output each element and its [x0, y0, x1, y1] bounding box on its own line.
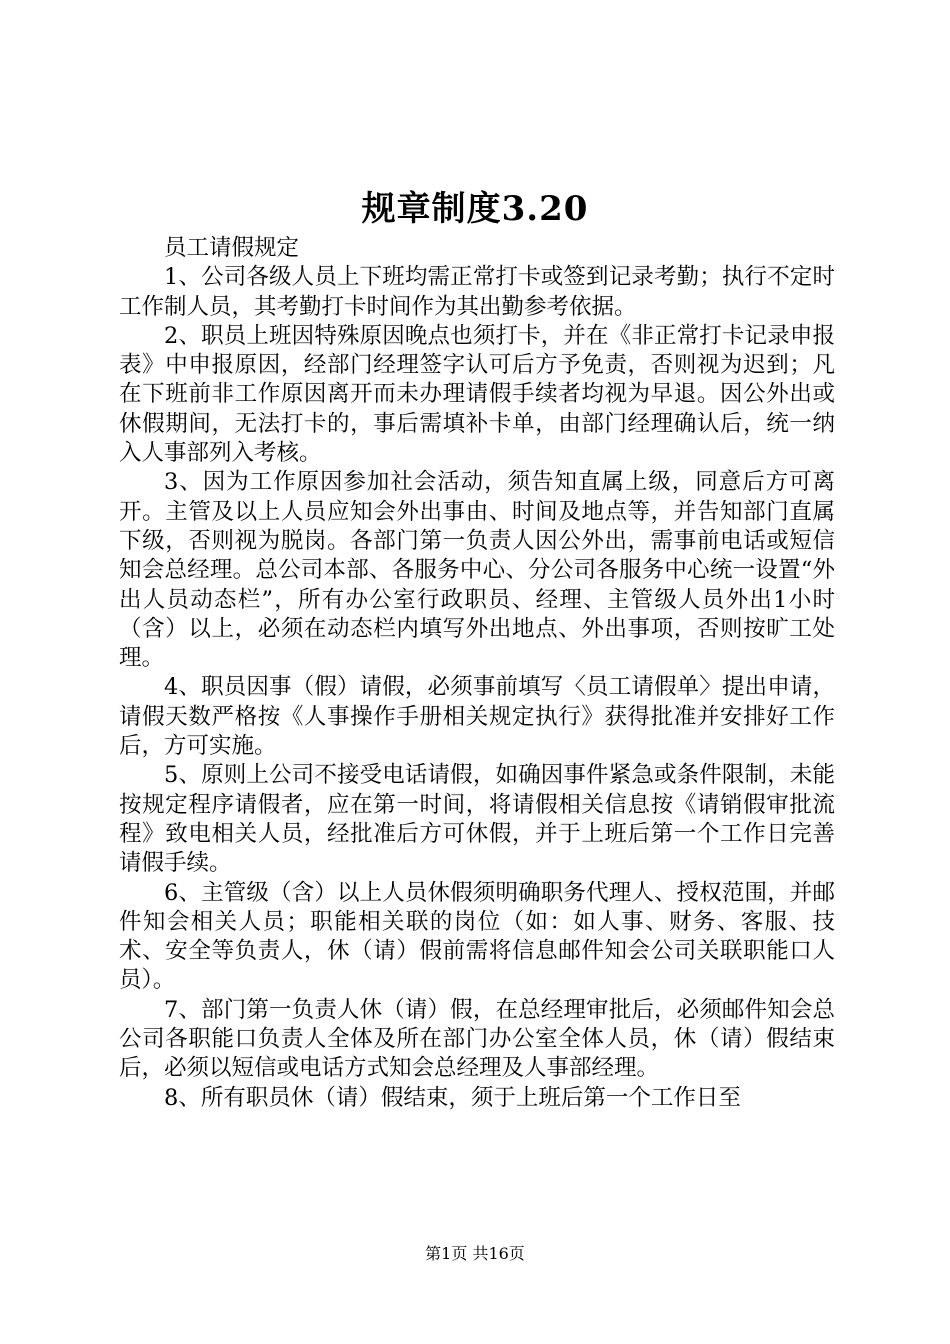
document-title: 规章制度3.20	[361, 189, 589, 229]
page-number-footer: 第1页 共16页	[425, 1244, 525, 1263]
paragraph-7: 7、部门第一负责人休（请）假，在总经理审批后，必须邮件知会总公司各职能口负责人全体及所在部门办公室全体人员，休（请）假结束后，必须以短信或电话方式知会总经理及人事部经理。	[119, 996, 835, 1082]
section-heading: 员工请假规定	[164, 235, 300, 261]
paragraph-6: 6、主管级（含）以上人员休假须明确职务代理人、授权范围，并邮件知会相关人员；职能相关联的岗位（如：如人事、财务、客服、技术、安全等负责人，休（请）假前需将信息邮件知会公司关联职能口人员）。	[119, 879, 835, 994]
paragraph-8: 8、所有职员休（请）假结束，须于上班后第一个工作日至	[164, 1084, 741, 1111]
paragraph-5: 5、原则上公司不接受电话请假，如确因事件紧急或条件限制，未能按规定程序请假者，应在第一时间，将请假相关信息按《请销假审批流程》致电相关人员，经批准后方可休假，并于上班后第一个工作日完善请假手续。	[119, 762, 835, 877]
paragraph-2: 2、职员上班因特殊原因晚点也须打卡，并在《非正常打卡记录申报表》中申报原因，经部门经理签字认可后方予免责，否则视为迟到；凡在下班前非工作原因离开而未办理请假手续者均视为早退。因公外出或休假期间，无法打卡的，事后需填补卡单，由部门经理确认后，统一纳入人事部列入考核。	[119, 322, 835, 467]
document-body	[119, 234, 835, 1113]
paragraph-3: 3、因为工作原因参加社会活动，须告知直属上级，同意后方可离开。主管及以上人员应知会外出事由、时间及地点等，并告知部门直属下级，否则视为脱岗。各部门第一负责人因公外出，需事前电话或短信知会总经理。总公司本部、各服务中心、分公司各服务中心统一设置“外出人员动态栏”，所有办公室行政职员、经理、主管级人员外出1小时（含）以上，必须在动态栏内填写外出地点、外出事项，否则按旷工处理。	[119, 469, 835, 672]
paragraph-1: 1、公司各级人员上下班均需正常打卡或签到记录考勤；执行不定时工作制人员，其考勤打卡时间作为其出勤参考依据。	[119, 264, 835, 320]
paragraph-4: 4、职员因事（假）请假，必须事前填写〈员工请假单〉提出申请，请假天数严格按《人事操作手册相关规定执行》获得批准并安排好工作后，方可实施。	[119, 674, 835, 760]
